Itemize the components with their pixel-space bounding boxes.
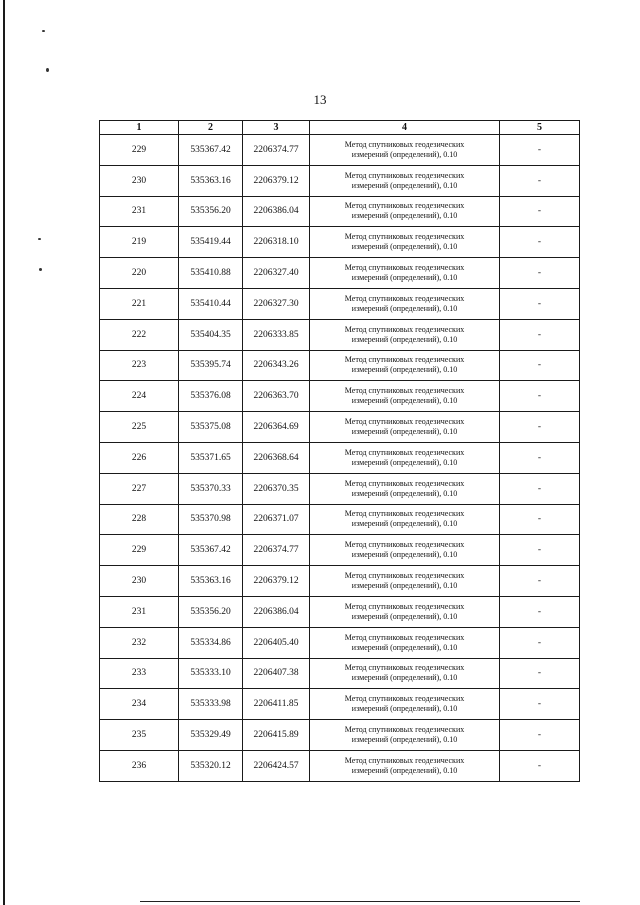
point-number-cell: 224 bbox=[100, 381, 179, 412]
x-coordinate-cell: 535334.86 bbox=[179, 627, 243, 658]
point-number-cell: 223 bbox=[100, 350, 179, 381]
point-number-cell: 231 bbox=[100, 596, 179, 627]
method-line-2: измерений (определений), 0.10 bbox=[351, 303, 458, 313]
method-line-2: измерений (определений), 0.10 bbox=[351, 765, 458, 775]
x-coordinate-cell: 535370.33 bbox=[179, 473, 243, 504]
method-line-1: Метод спутниковых геодезических bbox=[344, 263, 465, 273]
x-coordinate-cell: 535376.08 bbox=[179, 381, 243, 412]
column-header: 1 bbox=[100, 121, 179, 135]
method-cell bbox=[310, 535, 500, 566]
x-coordinate-cell: 535410.44 bbox=[179, 288, 243, 319]
method-cell bbox=[310, 658, 500, 689]
note-cell: - bbox=[500, 566, 580, 597]
method-cell bbox=[310, 689, 500, 720]
method-line-2: измерений (определений), 0.10 bbox=[351, 704, 458, 714]
y-coordinate-cell: 2206370.35 bbox=[243, 473, 310, 504]
bottom-rule bbox=[140, 901, 580, 902]
table-row bbox=[100, 381, 580, 412]
y-coordinate-cell: 2206343.26 bbox=[243, 350, 310, 381]
method-line-2: измерений (определений), 0.10 bbox=[351, 180, 458, 190]
method-line-1: Метод спутниковых геодезических bbox=[344, 571, 465, 581]
method-line-2: измерений (определений), 0.10 bbox=[351, 735, 458, 745]
method-line-2: измерений (определений), 0.10 bbox=[351, 334, 458, 344]
table-row bbox=[100, 196, 580, 227]
method-cell bbox=[310, 135, 500, 166]
note-cell: - bbox=[500, 689, 580, 720]
x-coordinate-cell: 535356.20 bbox=[179, 596, 243, 627]
point-number-cell: 236 bbox=[100, 750, 179, 781]
note-cell: - bbox=[500, 165, 580, 196]
method-line-2: измерений (определений), 0.10 bbox=[351, 457, 458, 467]
table-row bbox=[100, 442, 580, 473]
method-line-1: Метод спутниковых геодезических bbox=[344, 447, 465, 457]
x-coordinate-cell: 535320.12 bbox=[179, 750, 243, 781]
method-line-2: измерений (определений), 0.10 bbox=[351, 488, 458, 498]
table-row bbox=[100, 658, 580, 689]
method-line-1: Метод спутниковых геодезических bbox=[344, 694, 465, 704]
column-header: 5 bbox=[500, 121, 580, 135]
table-row bbox=[100, 596, 580, 627]
method-line-1: Метод спутниковых геодезических bbox=[344, 478, 465, 488]
method-cell bbox=[310, 720, 500, 751]
method-cell bbox=[310, 319, 500, 350]
method-line-2: измерений (определений), 0.10 bbox=[351, 519, 458, 529]
note-cell: - bbox=[500, 750, 580, 781]
method-line-1: Метод спутниковых геодезических bbox=[344, 632, 465, 642]
y-coordinate-cell: 2206424.57 bbox=[243, 750, 310, 781]
table-row bbox=[100, 412, 580, 443]
y-coordinate-cell: 2206327.30 bbox=[243, 288, 310, 319]
y-coordinate-cell: 2206415.89 bbox=[243, 720, 310, 751]
method-line-2: измерений (определений), 0.10 bbox=[351, 396, 458, 406]
x-coordinate-cell: 535363.16 bbox=[179, 165, 243, 196]
note-cell: - bbox=[500, 381, 580, 412]
note-cell: - bbox=[500, 720, 580, 751]
method-line-2: измерений (определений), 0.10 bbox=[351, 242, 458, 252]
y-coordinate-cell: 2206333.85 bbox=[243, 319, 310, 350]
method-line-1: Метод спутниковых геодезических bbox=[344, 509, 465, 519]
method-cell bbox=[310, 473, 500, 504]
x-coordinate-cell: 535395.74 bbox=[179, 350, 243, 381]
note-cell: - bbox=[500, 350, 580, 381]
note-cell: - bbox=[500, 319, 580, 350]
point-number-cell: 225 bbox=[100, 412, 179, 443]
table-row bbox=[100, 288, 580, 319]
y-coordinate-cell: 2206363.70 bbox=[243, 381, 310, 412]
point-number-cell: 221 bbox=[100, 288, 179, 319]
note-cell: - bbox=[500, 658, 580, 689]
y-coordinate-cell: 2206374.77 bbox=[243, 135, 310, 166]
method-line-2: измерений (определений), 0.10 bbox=[351, 642, 458, 652]
point-number-cell: 230 bbox=[100, 566, 179, 597]
point-number-cell: 222 bbox=[100, 319, 179, 350]
note-cell: - bbox=[500, 473, 580, 504]
x-coordinate-cell: 535371.65 bbox=[179, 442, 243, 473]
point-number-cell: 235 bbox=[100, 720, 179, 751]
x-coordinate-cell: 535363.16 bbox=[179, 566, 243, 597]
x-coordinate-cell: 535410.88 bbox=[179, 258, 243, 289]
y-coordinate-cell: 2206327.40 bbox=[243, 258, 310, 289]
y-coordinate-cell: 2206407.38 bbox=[243, 658, 310, 689]
y-coordinate-cell: 2206371.07 bbox=[243, 504, 310, 535]
column-header: 2 bbox=[179, 121, 243, 135]
method-cell bbox=[310, 627, 500, 658]
point-number-cell: 232 bbox=[100, 627, 179, 658]
y-coordinate-cell: 2206374.77 bbox=[243, 535, 310, 566]
x-coordinate-cell: 535367.42 bbox=[179, 535, 243, 566]
method-cell bbox=[310, 442, 500, 473]
method-line-1: Метод спутниковых геодезических bbox=[344, 417, 465, 427]
method-line-2: измерений (определений), 0.10 bbox=[351, 149, 458, 159]
coordinates-table bbox=[99, 120, 580, 782]
y-coordinate-cell: 2206379.12 bbox=[243, 566, 310, 597]
method-line-2: измерений (определений), 0.10 bbox=[351, 550, 458, 560]
point-number-cell: 231 bbox=[100, 196, 179, 227]
note-cell: - bbox=[500, 596, 580, 627]
method-line-2: измерений (определений), 0.10 bbox=[351, 673, 458, 683]
note-cell: - bbox=[500, 442, 580, 473]
y-coordinate-cell: 2206364.69 bbox=[243, 412, 310, 443]
x-coordinate-cell: 535367.42 bbox=[179, 135, 243, 166]
method-line-1: Метод спутниковых геодезических bbox=[344, 755, 465, 765]
x-coordinate-cell: 535375.08 bbox=[179, 412, 243, 443]
note-cell: - bbox=[500, 227, 580, 258]
point-number-cell: 227 bbox=[100, 473, 179, 504]
y-coordinate-cell: 2206318.10 bbox=[243, 227, 310, 258]
y-coordinate-cell: 2206368.64 bbox=[243, 442, 310, 473]
method-line-2: измерений (определений), 0.10 bbox=[351, 581, 458, 591]
table-row bbox=[100, 566, 580, 597]
x-coordinate-cell: 535419.44 bbox=[179, 227, 243, 258]
method-cell bbox=[310, 504, 500, 535]
method-cell bbox=[310, 196, 500, 227]
x-coordinate-cell: 535329.49 bbox=[179, 720, 243, 751]
note-cell: - bbox=[500, 535, 580, 566]
method-line-2: измерений (определений), 0.10 bbox=[351, 211, 458, 221]
method-line-1: Метод спутниковых геодезических bbox=[344, 293, 465, 303]
method-cell bbox=[310, 381, 500, 412]
method-line-1: Метод спутниковых геодезических bbox=[344, 355, 465, 365]
method-cell bbox=[310, 350, 500, 381]
table-row bbox=[100, 689, 580, 720]
table-row bbox=[100, 165, 580, 196]
method-line-1: Метод спутниковых геодезических bbox=[344, 601, 465, 611]
table-row bbox=[100, 227, 580, 258]
table-row bbox=[100, 473, 580, 504]
method-line-2: измерений (определений), 0.10 bbox=[351, 427, 458, 437]
x-coordinate-cell: 535333.10 bbox=[179, 658, 243, 689]
y-coordinate-cell: 2206411.85 bbox=[243, 689, 310, 720]
point-number-cell: 220 bbox=[100, 258, 179, 289]
method-cell bbox=[310, 227, 500, 258]
y-coordinate-cell: 2206386.04 bbox=[243, 196, 310, 227]
table-body bbox=[100, 135, 580, 782]
method-cell bbox=[310, 566, 500, 597]
table-row bbox=[100, 535, 580, 566]
y-coordinate-cell: 2206386.04 bbox=[243, 596, 310, 627]
table-row bbox=[100, 319, 580, 350]
table-row bbox=[100, 135, 580, 166]
method-cell bbox=[310, 258, 500, 289]
method-line-1: Метод спутниковых геодезических bbox=[344, 324, 465, 334]
note-cell: - bbox=[500, 412, 580, 443]
method-line-1: Метод спутниковых геодезических bbox=[344, 170, 465, 180]
scan-edge-line bbox=[3, 0, 5, 905]
column-header: 3 bbox=[243, 121, 310, 135]
scan-speck bbox=[38, 238, 41, 240]
note-cell: - bbox=[500, 627, 580, 658]
method-cell bbox=[310, 596, 500, 627]
note-cell: - bbox=[500, 504, 580, 535]
method-line-1: Метод спутниковых геодезических bbox=[344, 725, 465, 735]
note-cell: - bbox=[500, 196, 580, 227]
point-number-cell: 226 bbox=[100, 442, 179, 473]
method-cell bbox=[310, 288, 500, 319]
scan-speck bbox=[46, 68, 49, 72]
table-row bbox=[100, 750, 580, 781]
point-number-cell: 234 bbox=[100, 689, 179, 720]
method-line-1: Метод спутниковых геодезических bbox=[344, 201, 465, 211]
point-number-cell: 230 bbox=[100, 165, 179, 196]
method-line-1: Метод спутниковых геодезических bbox=[344, 663, 465, 673]
point-number-cell: 233 bbox=[100, 658, 179, 689]
note-cell: - bbox=[500, 288, 580, 319]
table-header-row bbox=[100, 121, 580, 135]
method-line-1: Метод спутниковых геодезических bbox=[344, 540, 465, 550]
y-coordinate-cell: 2206405.40 bbox=[243, 627, 310, 658]
method-line-2: измерений (определений), 0.10 bbox=[351, 611, 458, 621]
page-number: 13 bbox=[313, 92, 327, 107]
table-row bbox=[100, 720, 580, 751]
x-coordinate-cell: 535333.98 bbox=[179, 689, 243, 720]
table-row bbox=[100, 627, 580, 658]
scan-speck bbox=[39, 268, 42, 271]
method-line-2: измерений (определений), 0.10 bbox=[351, 365, 458, 375]
table-row bbox=[100, 504, 580, 535]
x-coordinate-cell: 535404.35 bbox=[179, 319, 243, 350]
method-cell bbox=[310, 412, 500, 443]
table-row bbox=[100, 258, 580, 289]
note-cell: - bbox=[500, 135, 580, 166]
method-cell bbox=[310, 750, 500, 781]
point-number-cell: 219 bbox=[100, 227, 179, 258]
point-number-cell: 229 bbox=[100, 135, 179, 166]
x-coordinate-cell: 535370.98 bbox=[179, 504, 243, 535]
point-number-cell: 228 bbox=[100, 504, 179, 535]
method-cell bbox=[310, 165, 500, 196]
scan-speck bbox=[42, 30, 45, 32]
y-coordinate-cell: 2206379.12 bbox=[243, 165, 310, 196]
method-line-1: Метод спутниковых геодезических bbox=[344, 386, 465, 396]
method-line-1: Метод спутниковых геодезических bbox=[344, 232, 465, 242]
x-coordinate-cell: 535356.20 bbox=[179, 196, 243, 227]
column-header: 4 bbox=[310, 121, 500, 135]
method-line-2: измерений (определений), 0.10 bbox=[351, 273, 458, 283]
method-line-1: Метод спутниковых геодезических bbox=[344, 139, 465, 149]
point-number-cell: 229 bbox=[100, 535, 179, 566]
note-cell: - bbox=[500, 258, 580, 289]
table-row bbox=[100, 350, 580, 381]
